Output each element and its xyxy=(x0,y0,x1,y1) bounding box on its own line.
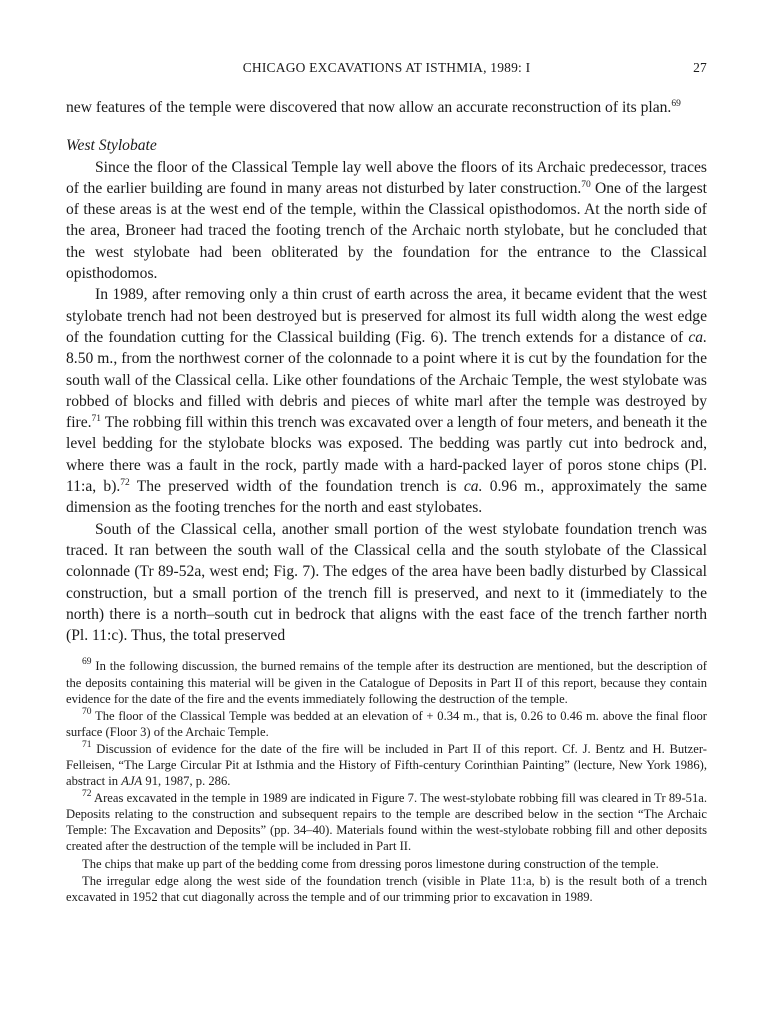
footnotes xyxy=(66,658,707,904)
main-text xyxy=(66,97,707,646)
footnote-ref-70[interactable]: 70 xyxy=(581,179,591,190)
page xyxy=(66,60,707,905)
paragraph-2 xyxy=(66,284,707,518)
paragraph-2-text-b: 8.50 m., from the northwest corner of the colonnade to a point where it is cut by the foundation for the south wall of the Classical cella. Like other foundations of the Archaic Temple, the west stylobate was robbed of blocks and filled with debris and pieces of white marl after the temple was destroyed by fire. xyxy=(66,350,707,432)
footnote-70 xyxy=(66,708,707,740)
intro-paragraph xyxy=(66,97,707,118)
footnote-ref-71[interactable]: 71 xyxy=(91,414,102,425)
footnote-text: In the following discussion, the burned remains of the temple after its destruction are mentioned, but the description of the deposits containing this material will be given in the Catalogue of Deposits in Part II of this report, because they contain evidence for the date of the fire and the events immediately following the destruction of the temple. xyxy=(66,659,707,706)
paragraph-1 xyxy=(66,157,707,285)
footnote-number: 69 xyxy=(82,657,92,668)
footnote-72 xyxy=(66,790,707,854)
page-number: 27 xyxy=(693,60,707,75)
journal-abbrev: AJA xyxy=(121,774,143,789)
footnote-text: Discussion of evidence for the date of the fire will be included in Part II of this report. Cf. J. Bentz and H. Butzer-Felleisen, “The Large Circular Pit at Isthmia and the History of Fifth-century Corinthian Painting” (lecture, New York 1986), abstract in xyxy=(66,741,707,789)
footnote-number: 70 xyxy=(82,706,92,717)
footnote-ref-69[interactable]: 69 xyxy=(671,99,681,109)
footnote-text: The floor of the Classical Temple was bedded at an elevation of + 0.34 m., that is, 0.26 to 0.46 m. above the final floor surface (Floor 3) of the Archaic Temple. xyxy=(66,708,707,739)
footnote-69 xyxy=(66,658,707,706)
paragraph-3: South of the Classical cella, another small portion of the west stylobate foundation trench was traced. It ran between the south wall of the Classical cella and the south stylobate of the Classical colonnade (Tr 89-52a, west end; Fig. 7). The edges of the area have been badly disturbed by Classical construction, but a small portion of the trench fill is preserved, and next to it (immediately to the north) there is a north–south cut in bedrock that aligns with the east face of the trench farther north (Pl. 11:c). Thus, the total preserved xyxy=(66,520,707,645)
paragraph-1-text-b: One of the largest of these areas is at the west end of the temple, within the Classical opisthodomos. At the north side of the area, Broneer had traced the footing trench of the Archaic north stylobate, but he concluded that the west stylobate had been obliterated by the foundation for the entrance to the Classical opisthodomos. xyxy=(66,179,707,283)
paragraph-2-text-a: In 1989, after removing only a thin crust of earth across the area, it became evident that the west stylobate trench had not been destroyed but is preserved for almost its full width along the west edge of the foundation cutting for the Classical building (Fig. 6). The trench extends for a distance of xyxy=(66,286,707,346)
footnote-text: 91, 1987, p. 286. xyxy=(142,774,231,789)
footnote-ref-72[interactable]: 72 xyxy=(120,478,130,489)
footnote-number: 71 xyxy=(82,739,92,750)
paragraph-2-text-d: The preserved width of the foundation trench is xyxy=(129,478,464,496)
footnote-number: 72 xyxy=(82,789,92,800)
footnote-72-continuation: The irregular edge along the west side of the foundation trench (visible in Plate 11:a, b) is the result both of a trench excavated in 1952 that cut diagonally across the temple and of our trimming prior to excavation in 1989. xyxy=(66,873,707,904)
section-heading: West Stylobate xyxy=(66,137,157,155)
footnote-72-continuation: The chips that make up part of the bedding come from dressing poros limestone during construction of the temple. xyxy=(82,856,659,871)
paragraph-1-text-a: Since the floor of the Classical Temple lay well above the floors of its Archaic predecessor, traces of the earlier building are found in many areas not disturbed by later construction. xyxy=(66,158,707,197)
footnote-71 xyxy=(66,741,707,789)
running-head xyxy=(66,60,707,82)
footnote-text: Areas excavated in the temple in 1989 are indicated in Figure 7. The west-stylobate robbing fill was cleared in Tr 89-51a. Deposits relating to the construction and subsequent repairs to the temple are described below in the section “The Archaic Temple: The Excavation and Deposits” (pp. 34–40). Materials found within the west-stylobate robbing fill and other deposits created after the destruction of the temple will be included in Part II. xyxy=(66,791,707,854)
running-title: CHICAGO EXCAVATIONS AT ISTHMIA, 1989: I xyxy=(242,60,531,75)
paragraph-2-text-c: The robbing fill within this trench was excavated over a length of four meters, and beneath it the level bedding for the stylobate blocks was exposed. The bedding was partly cut into bedrock and, where there was a fault in the rock, partly made with a hard-packed layer of poros stone chips (Pl. 11:a, b). xyxy=(66,414,707,496)
paragraph-2-text-e: 0.96 m., approximately the same dimension as the footing trenches for the north and east stylobates. xyxy=(66,478,707,517)
circa-abbrev: ca. xyxy=(688,328,707,346)
intro-text: new features of the temple were discovered that now allow an accurate reconstruction of its plan. xyxy=(66,99,672,116)
circa-abbrev: ca. xyxy=(463,478,483,496)
